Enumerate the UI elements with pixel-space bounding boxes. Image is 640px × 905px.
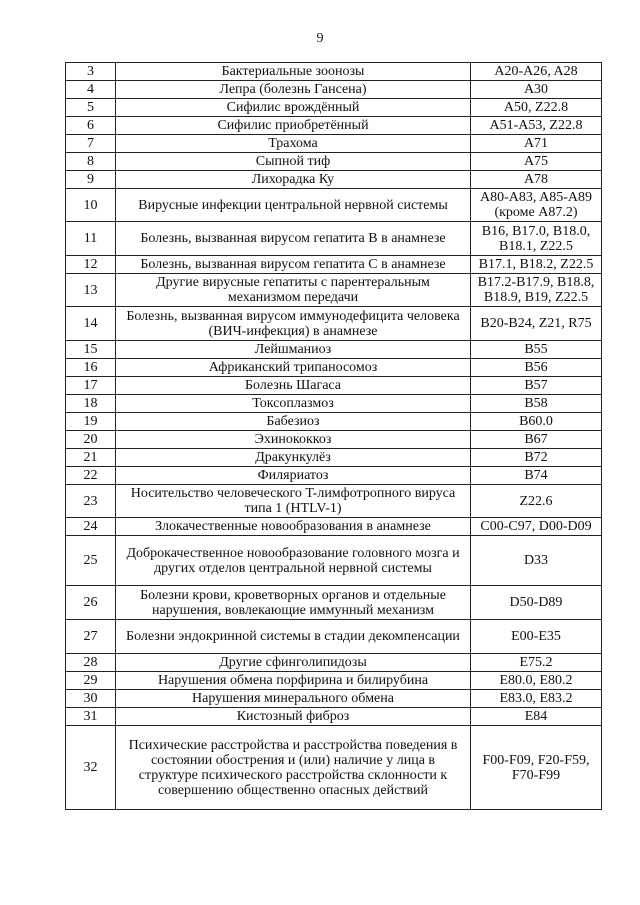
icd-code-cell: B60.0 <box>471 413 602 431</box>
diagnosis-name-cell: Трахома <box>116 135 471 153</box>
diagnosis-name-cell: Бактериальные зоонозы <box>116 63 471 81</box>
row-number-cell: 18 <box>66 395 116 413</box>
row-number-cell: 19 <box>66 413 116 431</box>
row-number-cell: 30 <box>66 690 116 708</box>
diagnosis-name-cell: Лейшманиоз <box>116 341 471 359</box>
table-row <box>66 135 602 153</box>
table-row <box>66 395 602 413</box>
row-number-cell: 5 <box>66 99 116 117</box>
row-number-cell: 20 <box>66 431 116 449</box>
icd-code-cell: B55 <box>471 341 602 359</box>
row-number-cell: 12 <box>66 256 116 274</box>
icd-code-cell: A78 <box>471 171 602 189</box>
diagnosis-name-cell: Вирусные инфекции центральной нервной системы <box>116 189 471 222</box>
table-row <box>66 341 602 359</box>
table-row <box>66 708 602 726</box>
row-number-cell: 11 <box>66 222 116 256</box>
icd-code-cell: B20-B24, Z21, R75 <box>471 307 602 341</box>
diagnosis-name-cell: Психические расстройства и расстройства поведения в состоянии обострения и (или) наличие у лица в структуре психического расстройства склонности к совершению общественно опасных действий <box>116 726 471 810</box>
table-row <box>66 256 602 274</box>
table-row <box>66 171 602 189</box>
icd-code-cell: B67 <box>471 431 602 449</box>
table-row <box>66 377 602 395</box>
diagnosis-name-cell: Лихорадка Ку <box>116 171 471 189</box>
diagnosis-name-cell: Кистозный фиброз <box>116 708 471 726</box>
row-number-cell: 23 <box>66 485 116 518</box>
table-row <box>66 485 602 518</box>
icd-code-cell: E00-E35 <box>471 620 602 654</box>
table-row <box>66 467 602 485</box>
row-number-cell: 28 <box>66 654 116 672</box>
table-row <box>66 431 602 449</box>
diagnosis-name-cell: Сыпной тиф <box>116 153 471 171</box>
icd-code-cell: A75 <box>471 153 602 171</box>
diagnosis-name-cell: Нарушения обмена порфирина и билирубина <box>116 672 471 690</box>
diagnosis-name-cell: Нарушения минерального обмена <box>116 690 471 708</box>
diagnosis-name-cell: Болезнь, вызванная вирусом иммунодефицита человека (ВИЧ-инфекция) в анамнезе <box>116 307 471 341</box>
diagnosis-name-cell: Другие вирусные гепатиты с парентеральным механизмом передачи <box>116 274 471 307</box>
diagnosis-name-cell: Токсоплазмоз <box>116 395 471 413</box>
row-number-cell: 4 <box>66 81 116 99</box>
table-row <box>66 413 602 431</box>
icd-code-cell: A20-A26, A28 <box>471 63 602 81</box>
diagnosis-name-cell: Сифилис приобретённый <box>116 117 471 135</box>
diagnosis-name-cell: Болезни крови, кроветворных органов и отдельные нарушения, вовлекающие иммунный механизм <box>116 586 471 620</box>
row-number-cell: 22 <box>66 467 116 485</box>
diagnosis-name-cell: Болезнь, вызванная вирусом гепатита B в анамнезе <box>116 222 471 256</box>
row-number-cell: 8 <box>66 153 116 171</box>
row-number-cell: 24 <box>66 518 116 536</box>
icd-code-cell: A30 <box>471 81 602 99</box>
row-number-cell: 6 <box>66 117 116 135</box>
icd-code-cell: B74 <box>471 467 602 485</box>
icd-code-cell: B17.2-B17.9, B18.8, B18.9, B19, Z22.5 <box>471 274 602 307</box>
icd-code-cell: A71 <box>471 135 602 153</box>
row-number-cell: 26 <box>66 586 116 620</box>
disease-code-table <box>65 62 602 810</box>
row-number-cell: 32 <box>66 726 116 810</box>
table-row <box>66 586 602 620</box>
table-row <box>66 117 602 135</box>
table-row <box>66 536 602 586</box>
row-number-cell: 3 <box>66 63 116 81</box>
icd-code-cell: Z22.6 <box>471 485 602 518</box>
table-row <box>66 63 602 81</box>
diagnosis-name-cell: Болезни эндокринной системы в стадии декомпенсации <box>116 620 471 654</box>
diagnosis-name-cell: Носительство человеческого T-лимфотропного вируса типа 1 (HTLV-1) <box>116 485 471 518</box>
icd-code-cell: D33 <box>471 536 602 586</box>
icd-code-cell: B72 <box>471 449 602 467</box>
icd-code-cell: E75.2 <box>471 654 602 672</box>
icd-code-cell: C00-C97, D00-D09 <box>471 518 602 536</box>
icd-code-cell: E80.0, E80.2 <box>471 672 602 690</box>
row-number-cell: 13 <box>66 274 116 307</box>
row-number-cell: 16 <box>66 359 116 377</box>
table-row <box>66 449 602 467</box>
row-number-cell: 14 <box>66 307 116 341</box>
table-row <box>66 726 602 810</box>
diagnosis-name-cell: Болезнь Шагаса <box>116 377 471 395</box>
table-row <box>66 620 602 654</box>
table-row <box>66 690 602 708</box>
table-row <box>66 274 602 307</box>
row-number-cell: 17 <box>66 377 116 395</box>
icd-code-cell: E83.0, E83.2 <box>471 690 602 708</box>
page-number: 9 <box>316 31 324 46</box>
row-number-cell: 15 <box>66 341 116 359</box>
icd-code-cell: E84 <box>471 708 602 726</box>
table-row <box>66 99 602 117</box>
icd-code-cell: A50, Z22.8 <box>471 99 602 117</box>
diagnosis-name-cell: Африканский трипаносомоз <box>116 359 471 377</box>
diagnosis-name-cell: Злокачественные новообразования в анамнезе <box>116 518 471 536</box>
row-number-cell: 21 <box>66 449 116 467</box>
icd-code-cell: B58 <box>471 395 602 413</box>
diagnosis-name-cell: Доброкачественное новообразование головного мозга и других отделов центральной нервной системы <box>116 536 471 586</box>
icd-code-cell: F00-F09, F20-F59, F70-F99 <box>471 726 602 810</box>
row-number-cell: 10 <box>66 189 116 222</box>
row-number-cell: 9 <box>66 171 116 189</box>
table-row <box>66 672 602 690</box>
row-number-cell: 27 <box>66 620 116 654</box>
table-row <box>66 359 602 377</box>
icd-code-cell: D50-D89 <box>471 586 602 620</box>
table-row <box>66 222 602 256</box>
table-row <box>66 654 602 672</box>
icd-code-cell: B57 <box>471 377 602 395</box>
row-number-cell: 7 <box>66 135 116 153</box>
icd-code-cell: B16, B17.0, B18.0, B18.1, Z22.5 <box>471 222 602 256</box>
table-row <box>66 153 602 171</box>
diagnosis-name-cell: Болезнь, вызванная вирусом гепатита C в анамнезе <box>116 256 471 274</box>
icd-code-cell: B17.1, B18.2, Z22.5 <box>471 256 602 274</box>
table-row <box>66 189 602 222</box>
table-row <box>66 307 602 341</box>
diagnosis-name-cell: Другие сфинголипидозы <box>116 654 471 672</box>
icd-code-cell: B56 <box>471 359 602 377</box>
table-row <box>66 518 602 536</box>
diagnosis-name-cell: Филяриатоз <box>116 467 471 485</box>
row-number-cell: 31 <box>66 708 116 726</box>
diagnosis-name-cell: Эхинококкоз <box>116 431 471 449</box>
row-number-cell: 29 <box>66 672 116 690</box>
row-number-cell: 25 <box>66 536 116 586</box>
table-body <box>66 63 602 810</box>
diagnosis-name-cell: Сифилис врождённый <box>116 99 471 117</box>
diagnosis-name-cell: Бабезиоз <box>116 413 471 431</box>
icd-code-cell: A80-A83, A85-A89 (кроме A87.2) <box>471 189 602 222</box>
table-row <box>66 81 602 99</box>
icd-code-cell: A51-A53, Z22.8 <box>471 117 602 135</box>
diagnosis-name-cell: Дракункулёз <box>116 449 471 467</box>
diagnosis-name-cell: Лепра (болезнь Гансена) <box>116 81 471 99</box>
